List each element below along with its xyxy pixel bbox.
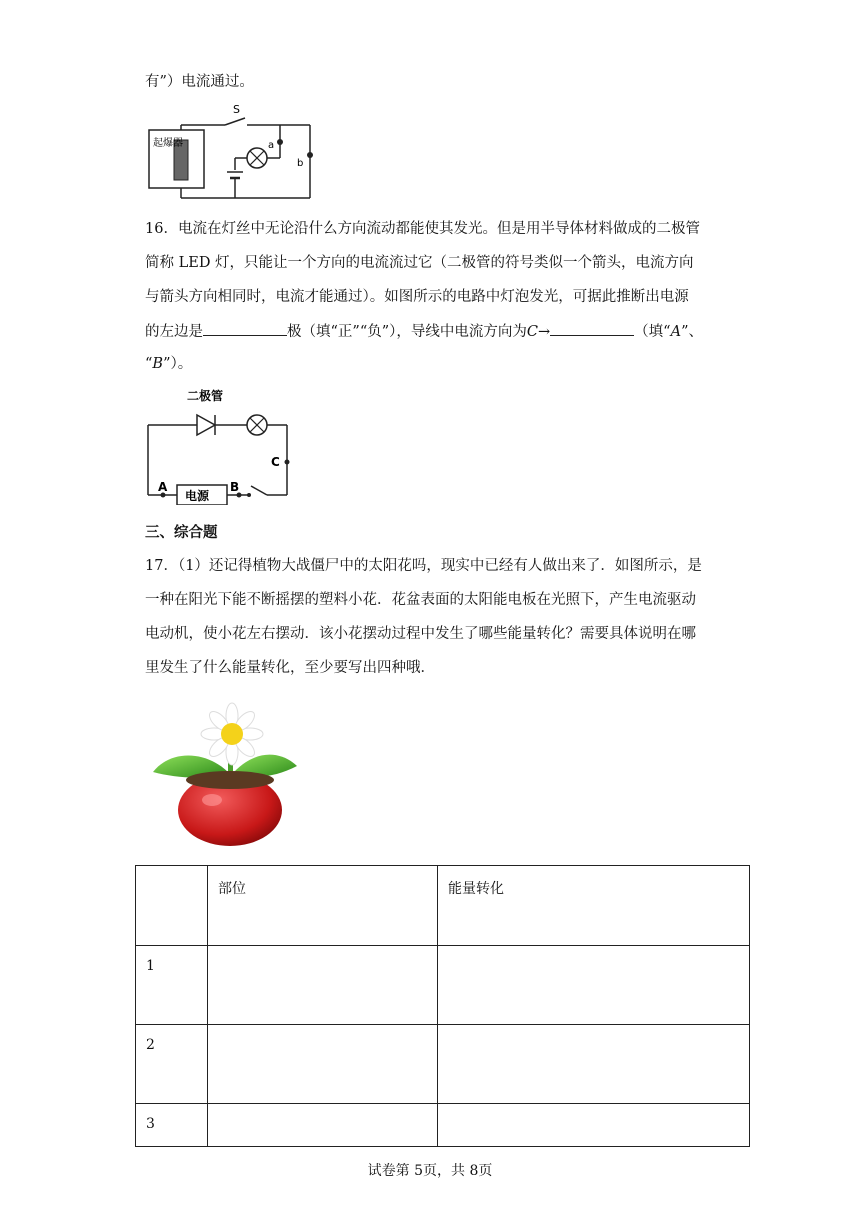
q16-line5-text-a: “ (145, 356, 153, 372)
figure-15-circuit (145, 100, 325, 205)
table-row (136, 946, 750, 1025)
fig15-s-label: S (233, 103, 240, 116)
fig15-a-label: a (268, 140, 275, 151)
table-row-number: 2 (136, 1025, 208, 1104)
table-cell-part[interactable] (208, 946, 438, 1025)
fig16-a-label: A (158, 480, 168, 494)
page-footer: 试卷第 5页，共 8页 (367, 1163, 493, 1179)
fig15-box-label: 起爆器 (153, 138, 183, 149)
answer-table (135, 865, 750, 1147)
q17-line-2: 一种在阳光下能不断摇摆的塑料小花．花盆表面的太阳能电板在光照下，产生电流驱动 (145, 592, 696, 608)
table-cell-energy[interactable] (438, 1025, 750, 1104)
q15-tail: 有”）电流通过。 (145, 74, 254, 90)
table-row-number: 3 (136, 1104, 208, 1147)
table-row (136, 1104, 750, 1147)
q16-line4-text-b: 极（填“正”“负”），导线中电流方向为 (287, 324, 527, 340)
q16-line-2: 简称 LED 灯，只能让一个方向的电流流过它（二极管的符号类似一个箭头，电流方向 (145, 255, 694, 271)
q16-line4-text-d: （填“ (634, 324, 671, 340)
table-cell-energy[interactable] (438, 1104, 750, 1147)
answer-blank-pole[interactable] (203, 321, 287, 336)
q16-line5-text-c: ”）。 (163, 356, 193, 372)
q16-line4-text-a: 的左边是 (145, 324, 203, 340)
q16-line4-text-e: A (670, 324, 682, 340)
fig16-source-label: 电源 (185, 489, 210, 503)
table-cell-part[interactable] (208, 1025, 438, 1104)
q17-line-1: 17．（1）还记得植物大战僵尸中的太阳花吗，现实中已经有人做出来了．如图所示，是 (145, 558, 702, 574)
q16-line-5 (145, 354, 192, 374)
table-header-cell: 部位 (208, 866, 438, 946)
table-header-cell: 能量转化 (438, 866, 750, 946)
q16-line-1: 16．电流在灯丝中无论沿什么方向流动都能使其发光。但是用半导体材料做成的二极管 (145, 221, 700, 237)
fig16-b-label: B (230, 480, 240, 494)
table-header-row (136, 866, 750, 946)
q16-line4-text-c: C→ (526, 324, 551, 340)
table-header-cell (136, 866, 208, 946)
q17-line-3: 电动机，使小花左右摆动．该小花摆动过程中发生了哪些能量转化？需要具体说明在哪 (145, 626, 696, 642)
fig16-c-label: C (271, 455, 280, 469)
table-cell-energy[interactable] (438, 946, 750, 1025)
q17-line-4: 里发生了什么能量转化，至少要写出四种哦． (145, 660, 435, 676)
section-heading: 三、综合题 (145, 525, 218, 541)
q16-line5-text-b: B (152, 356, 164, 372)
q16-line4-text-f: ”、 (681, 324, 703, 340)
solar-flower-toy-image (150, 700, 300, 848)
figure-16-circuit (145, 385, 295, 505)
fig15-b-label: b (297, 158, 304, 169)
fig16-diode-label: 二极管 (187, 389, 224, 403)
table-cell-part[interactable] (208, 1104, 438, 1147)
answer-blank-direction[interactable] (550, 321, 634, 336)
table-row (136, 1025, 750, 1104)
q16-line-3: 与箭头方向相同时，电流才能通过）。如图所示的电路中灯泡发光，可据此推断出电源 (145, 289, 689, 305)
table-row-number: 1 (136, 946, 208, 1025)
q16-line-4 (145, 321, 703, 342)
